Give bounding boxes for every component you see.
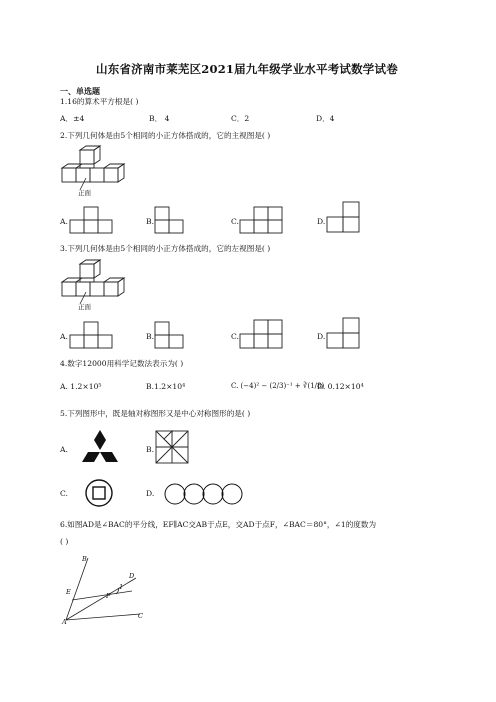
mitsubishi-logo-figure <box>82 430 118 466</box>
q2-stem: 2.下列几何体是由5个相同的小正方体搭成的，它的主视图是( ) <box>60 131 271 140</box>
coin-figure <box>84 478 114 508</box>
q3-option-b: B. <box>146 332 154 341</box>
q3-option-a-figure <box>68 320 128 350</box>
section-heading: 一、单选题 <box>60 86 100 96</box>
q6-label-a: A <box>62 618 67 626</box>
q3-option-b-figure <box>153 320 193 350</box>
q5-option-c: C. <box>60 489 68 498</box>
q3-option-a: A. <box>60 332 68 341</box>
q2-option-a: A. <box>60 217 68 226</box>
q1-option-c: C．2 <box>231 114 250 123</box>
q3-cube-figure <box>60 260 130 312</box>
q3-option-c-figure <box>238 318 298 350</box>
q4-option-d: D. 0.12×10⁴ <box>317 382 364 391</box>
q2-front-label: 正面 <box>78 189 91 197</box>
pinwheel-figure <box>155 430 189 464</box>
q5-option-b: B. <box>146 445 154 454</box>
q3-option-d-figure <box>325 316 365 352</box>
q2-option-d-figure <box>325 200 365 240</box>
q5-option-a: A. <box>60 445 68 454</box>
q4-stem: 4.数字12000用科学记数法表示为( ) <box>60 359 184 368</box>
q3-option-d: D. <box>317 332 326 341</box>
q6-stem: 6.如图AD是∠BAC的平分线，EF∥AC交AB于点E，交AD于点F，∠BAC＝80°，∠1的度数为 <box>60 520 377 529</box>
q4-option-b: B.1.2×10⁴ <box>146 382 186 391</box>
q3-option-c: C. <box>231 332 239 341</box>
q2-option-d: D. <box>317 217 326 226</box>
q1-option-a: A．±4 <box>60 114 85 123</box>
q2-cube-figure <box>60 146 130 198</box>
q4-option-a: A. 1.2×10⁵ <box>60 382 102 391</box>
q6-label-d: D <box>129 572 135 580</box>
q1-option-d: D．4 <box>316 114 335 123</box>
q6-label-f: F <box>106 592 111 600</box>
q6-label-b: B <box>82 555 87 563</box>
q2-option-c-figure <box>238 205 298 235</box>
page-title: 山东省济南市莱芜区2021届九年级学业水平考试数学试卷 <box>96 62 398 76</box>
q1-stem: 1.16的算术平方根是( ) <box>60 97 139 106</box>
q2-option-b-figure <box>153 205 193 235</box>
olympic-rings-figure <box>163 482 243 508</box>
q1-option-b: B． 4 <box>149 114 170 123</box>
q4-option-c: C. (−4)² − (2/3)⁻¹ + ∛(1/8) <box>231 382 325 390</box>
q6-stem-answer-paren: ( ) <box>60 537 69 546</box>
q2-option-a-figure <box>68 205 128 235</box>
q6-label-e: E <box>66 588 71 596</box>
q3-stem: 3.下列几何体是由5个相同的小正方体搭成的，它的左视图是( ) <box>60 244 271 253</box>
q5-stem: 5.下列图形中，既是轴对称图形又是中心对称图形的是( ) <box>60 409 251 418</box>
q5-option-d: D. <box>146 489 155 498</box>
q6-label-c: C <box>138 612 143 620</box>
q6-label-1: 1 <box>119 583 124 591</box>
q3-front-label: 正面 <box>78 303 91 311</box>
q2-option-c: C. <box>231 217 239 226</box>
q6-geometry-figure <box>60 554 160 626</box>
q2-option-b: B. <box>146 217 154 226</box>
